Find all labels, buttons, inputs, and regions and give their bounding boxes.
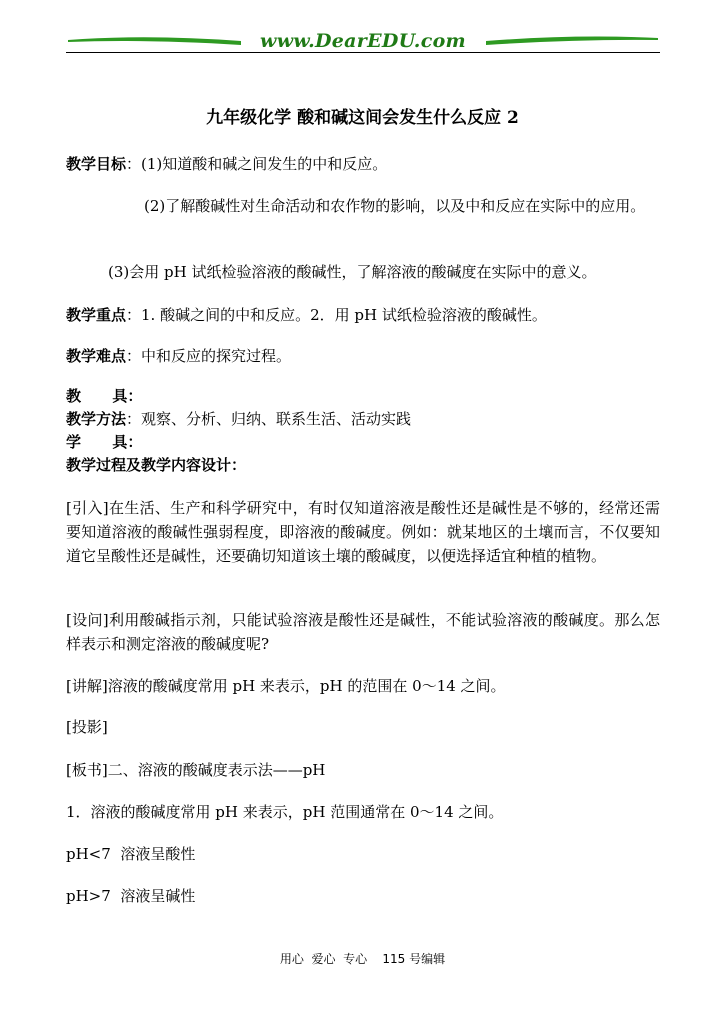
base-line: pH>7 溶液呈碱性 [66, 887, 196, 905]
difficulty-text: ：中和反应的探究过程。 [126, 347, 292, 365]
key-points [66, 303, 660, 327]
learning-aids [66, 431, 660, 453]
process [66, 454, 660, 476]
goal-1-text: ：(1)知道酸和碱之间发生的中和反应。 [126, 155, 388, 173]
item-1: 1．溶液的酸碱度常用 pH 来表示，pH 范围通常在 0～14 之间。 [66, 803, 504, 821]
site-header [66, 26, 660, 60]
header-rule [66, 52, 660, 53]
projection-line: [投影] [66, 718, 108, 736]
methods [66, 408, 660, 430]
methods-label: 教学方法 [66, 410, 127, 428]
goal-2: (2)了解酸碱性对生命活动和农作物的影响，以及中和反应在实际中的应用。 [144, 197, 646, 215]
teaching-aids [66, 385, 660, 407]
explain-paragraph: [讲解]溶液的酸碱度常用 pH 来表示，pH 的范围在 0～14 之间。 [66, 677, 506, 695]
goals-label: 教学目标 [66, 155, 127, 173]
goal-3: (3)会用 pH 试纸检验溶液的酸碱性，了解溶液的酸碱度在实际中的意义。 [108, 263, 597, 281]
goal-1 [66, 152, 660, 176]
intro-paragraph: [引入]在生活、生产和科学研究中，有时仅知道溶液是酸性还是碱性是不够的，经常还需要知道溶液的酸碱性强弱程度，即溶液的酸碱度。例如：就某地区的土壤而言，不仅要知道它呈酸性还是碱性，还要确切知道该土壤的酸碱度，以便选择适宜种植的植物。 [66, 499, 660, 565]
difficulty-label: 教学难点 [66, 347, 127, 365]
difficulty [66, 344, 660, 368]
key-points-label: 教学重点 [66, 306, 127, 324]
acid-line: pH<7 溶液呈酸性 [66, 845, 196, 863]
page-footer: 用心 爱心 专心 115 号编辑 [279, 952, 446, 966]
teaching-aids-label: 教 具： [66, 387, 143, 405]
question-paragraph: [设问]利用酸碱指示剂，只能试验溶液是酸性还是碱性，不能试验溶液的酸碱度。那么怎样表示和测定溶液的酸碱度呢? [66, 611, 660, 653]
methods-text: ：观察、分析、归纳、联系生活、活动实践 [126, 410, 412, 428]
process-label: 教学过程及教学内容设计： [66, 456, 247, 474]
board-line: [板书]二、溶液的酸碱度表示法——pH [66, 761, 326, 779]
page-title: 九年级化学 酸和碱这间会发生什么反应 2 [206, 108, 519, 128]
site-logo: www.DearEDU.com [260, 30, 466, 52]
learning-aids-label: 学 具： [66, 433, 143, 451]
key-points-text: ：1. 酸碱之间的中和反应。2．用 pH 试纸检验溶液的酸碱性。 [126, 306, 547, 324]
